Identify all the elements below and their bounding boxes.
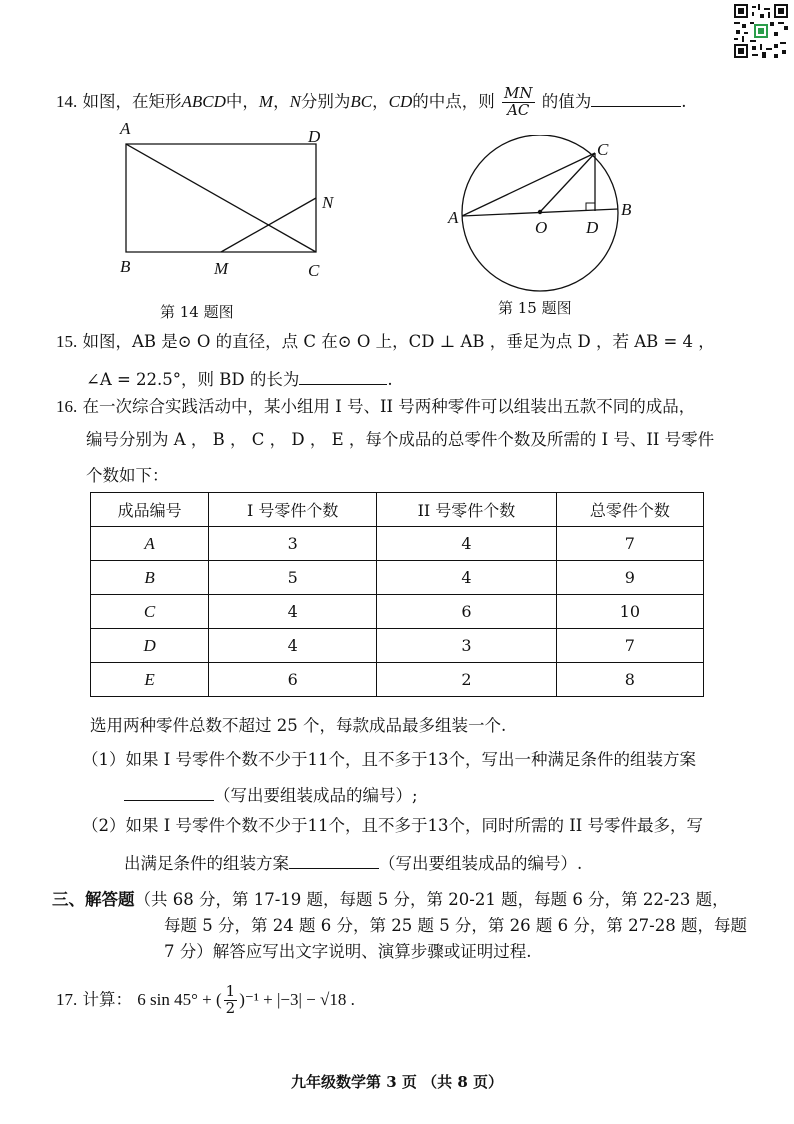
answer-blank[interactable] xyxy=(124,784,214,801)
section-3-heading: 三、解答题（共 68 分，第 17-19 题，每题 5 分，第 20-21 题，每题 6 分，第 22-23 题， xyxy=(52,890,729,909)
label-a: A xyxy=(120,119,131,138)
figure-15-circle-diagram xyxy=(440,135,640,295)
qr-code-icon xyxy=(734,4,788,58)
question-number: 17. xyxy=(56,989,78,1009)
table-row: E 6 2 8 xyxy=(91,663,704,697)
section-3-line2: 每题 5 分，第 24 题 6 分，第 25 题 5 分，第 26 题 6 分，第 27-28 题，每题 xyxy=(164,916,747,935)
answer-blank[interactable] xyxy=(299,368,387,385)
figure-14-caption: 第 14 题图 xyxy=(160,303,234,321)
page-footer: 九年级数学第 3 页 （共 8 页） xyxy=(291,1073,503,1091)
label-b: B xyxy=(120,257,131,276)
label-n: N xyxy=(322,193,334,212)
figure-15-caption: 第 15 题图 xyxy=(498,299,572,317)
label-c: C xyxy=(597,140,609,159)
answer-blank[interactable] xyxy=(591,90,681,107)
question-number: 14. xyxy=(56,91,78,111)
table-header-row xyxy=(91,493,704,527)
label-d: D xyxy=(308,127,321,146)
table-row: D 4 3 7 xyxy=(91,629,704,663)
label-c: C xyxy=(308,261,320,280)
q16-part2-line1: （2）如果 I 号零件个数不少于11个，且不多于13个，同时所需的 II 号零件最多，写 xyxy=(82,816,704,835)
question-16-line3: 个数如下： xyxy=(86,466,169,485)
table-header: I 号零件个数 xyxy=(209,493,377,527)
question-16: 16. 在一次综合实践活动中，某小组用 I 号、II 号两种零件可以组装出五款不同的成品， xyxy=(56,397,696,416)
table-header: 成品编号 xyxy=(91,493,209,527)
label-o: O xyxy=(535,218,548,237)
fraction-mn-ac: $\frac{MN}{AC}$ xyxy=(504,84,533,119)
q16-part2-line2: 出满足条件的组装方案 （写出要组装成品的编号）. xyxy=(124,854,583,873)
label-d: D xyxy=(586,218,599,237)
table-row: B 5 4 9 xyxy=(91,561,704,595)
label-a: A xyxy=(448,208,459,227)
table-header: 总零件个数 xyxy=(556,493,703,527)
label-m: M xyxy=(214,259,229,278)
q16-part1-line2: （写出要组装成品的编号）; xyxy=(124,784,418,805)
question-15-line2: ∠A = 22.5°，则 BD 的长为 . xyxy=(86,370,393,389)
label-b: B xyxy=(621,200,632,219)
section-3-line3: 7 分）解答应写出文字说明、演算步骤或证明过程. xyxy=(164,942,532,961)
fraction-one-half: $\frac{1}{2}$ xyxy=(225,982,236,1017)
parts-table xyxy=(90,492,704,697)
question-14: 14. 如图，在矩形ABCD中，M，N分别为BC，CD的中点，则 $\frac{MN}{AC}$ 的值为 . xyxy=(56,84,687,119)
question-15: 15. 如图，AB 是⊙ O 的直径，点 C 在⊙ O 上，CD ⊥ AB ，垂足为点 D ，若 AB = 4 ， xyxy=(56,332,715,351)
q16-condition: 选用两种零件总数不超过 25 个，每款成品最多组装一个. xyxy=(90,716,507,735)
figure-14-rectangle-diagram xyxy=(110,118,350,288)
table-row: C 4 6 10 xyxy=(91,595,704,629)
table-header: II 号零件个数 xyxy=(377,493,556,527)
table-row: A 3 4 7 xyxy=(91,527,704,561)
question-number: 16. xyxy=(56,397,78,416)
question-17: 17. 计算： 6 sin 45° + ( $\frac{1}{2}$ )⁻¹ + |−3| − √18 . xyxy=(56,982,355,1017)
q16-part1-line1: （1）如果 I 号零件个数不少于11个，且不多于13个，写出一种满足条件的组装方案 xyxy=(82,750,696,769)
question-number: 15. xyxy=(56,332,78,351)
answer-blank[interactable] xyxy=(289,852,379,869)
question-16-line2: 编号分别为 A ， B ， C ， D ， E ，每个成品的总零件个数及所需的 I 号、II 号零件 xyxy=(86,430,715,449)
